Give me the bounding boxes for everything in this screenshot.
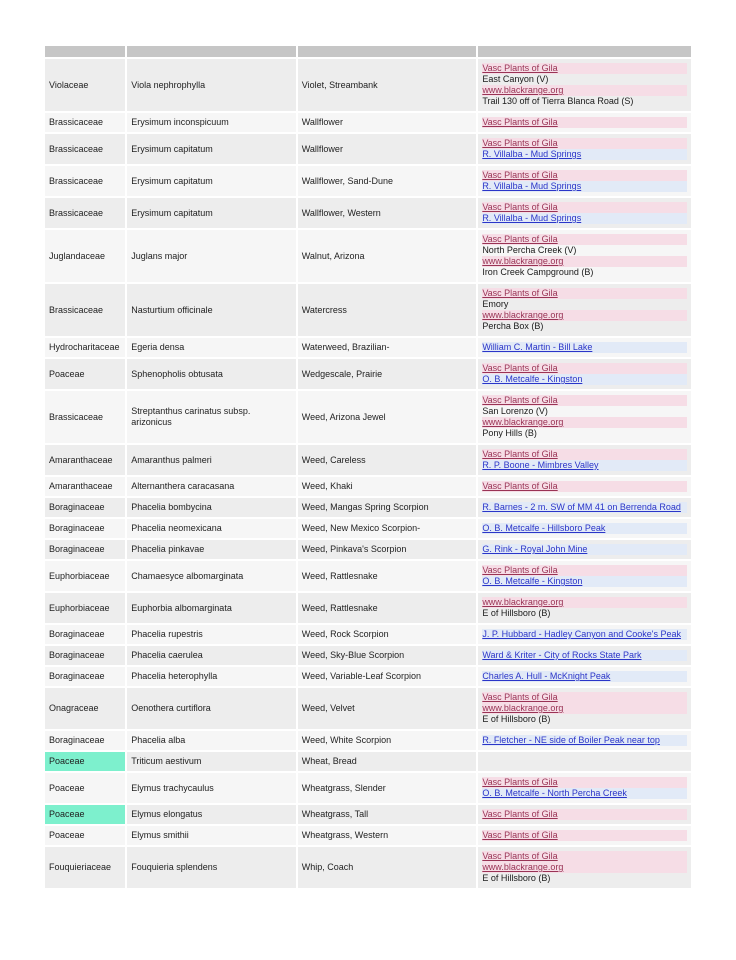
source-link[interactable]: Vasc Plants of Gila <box>482 63 687 74</box>
source-link[interactable]: Vasc Plants of Gila <box>482 170 687 181</box>
table-row <box>45 561 691 591</box>
common-name-cell: Wallflower, Western <box>298 198 477 228</box>
scientific-name-cell: Phacelia alba <box>127 731 296 750</box>
source-link[interactable]: Vasc Plants of Gila <box>482 851 687 862</box>
source-link[interactable]: R. Villalba - Mud Springs <box>482 149 687 160</box>
sources-cell <box>478 646 691 665</box>
common-name-cell: Whip, Coach <box>298 847 477 888</box>
common-name-cell: Weed, Sky-Blue Scorpion <box>298 646 477 665</box>
table-row <box>45 688 691 729</box>
table-row <box>45 646 691 665</box>
scientific-name-cell: Triticum aestivum <box>127 752 296 771</box>
scientific-name-cell: Phacelia heterophylla <box>127 667 296 686</box>
table-row <box>45 667 691 686</box>
scientific-name-cell: Egeria densa <box>127 338 296 357</box>
scientific-name-cell: Erysimum capitatum <box>127 198 296 228</box>
common-name-cell: Weed, Velvet <box>298 688 477 729</box>
table-row <box>45 391 691 443</box>
family-cell: Boraginaceae <box>45 731 125 750</box>
family-cell: Boraginaceae <box>45 498 125 517</box>
source-link[interactable]: Vasc Plants of Gila <box>482 449 687 460</box>
source-link[interactable]: R. P. Boone - Mimbres Valley <box>482 460 687 471</box>
sources-cell <box>478 847 691 888</box>
common-name-cell: Weed, Khaki <box>298 477 477 496</box>
source-link[interactable]: R. Barnes - 2 m. SW of MM 41 on Berrenda Road <box>482 502 687 513</box>
family-cell: Brassicaceae <box>45 113 125 132</box>
family-cell: Boraginaceae <box>45 667 125 686</box>
common-name-cell: Weed, Rock Scorpion <box>298 625 477 644</box>
scientific-name-cell: Phacelia rupestris <box>127 625 296 644</box>
source-link[interactable]: Vasc Plants of Gila <box>482 565 687 576</box>
scientific-name-cell: Viola nephrophylla <box>127 59 296 111</box>
sources-cell <box>478 477 691 496</box>
source-link[interactable]: O. B. Metcalfe - Kingston <box>482 576 687 587</box>
plant-table-body <box>45 59 691 888</box>
scientific-name-cell: Phacelia caerulea <box>127 646 296 665</box>
scientific-name-cell: Alternanthera caracasana <box>127 477 296 496</box>
source-link[interactable]: Vasc Plants of Gila <box>482 692 687 703</box>
sources-cell <box>478 561 691 591</box>
source-link[interactable]: Vasc Plants of Gila <box>482 202 687 213</box>
common-name-cell: Wedgescale, Prairie <box>298 359 477 389</box>
source-link[interactable]: R. Villalba - Mud Springs <box>482 213 687 224</box>
family-cell: Boraginaceae <box>45 625 125 644</box>
family-cell: Boraginaceae <box>45 519 125 538</box>
table-row <box>45 113 691 132</box>
scientific-name-cell: Erysimum inconspicuum <box>127 113 296 132</box>
source-link[interactable]: www.blackrange.org <box>482 417 687 428</box>
family-cell: Onagraceae <box>45 688 125 729</box>
table-row <box>45 593 691 623</box>
common-name-cell: Wheatgrass, Tall <box>298 805 477 824</box>
source-link[interactable]: O. B. Metcalfe - Kingston <box>482 374 687 385</box>
family-cell: Euphorbiaceae <box>45 561 125 591</box>
table-row <box>45 166 691 196</box>
common-name-cell: Weed, New Mexico Scorpion- <box>298 519 477 538</box>
source-link[interactable]: Vasc Plants of Gila <box>482 777 687 788</box>
common-name-cell: Waterweed, Brazilian- <box>298 338 477 357</box>
source-link[interactable]: Vasc Plants of Gila <box>482 234 687 245</box>
scientific-name-cell: Sphenopholis obtusata <box>127 359 296 389</box>
sources-cell <box>478 498 691 517</box>
header-cell-family <box>45 46 125 57</box>
locality-text: East Canyon (V) <box>482 74 549 84</box>
scientific-name-cell: Oenothera curtiflora <box>127 688 296 729</box>
locality-text: Trail 130 off of Tierra Blanca Road (S) <box>482 96 634 106</box>
locality-text: Pony Hills (B) <box>482 428 537 438</box>
family-cell: Juglandaceae <box>45 230 125 282</box>
sources-cell <box>478 391 691 443</box>
common-name-cell: Walnut, Arizona <box>298 230 477 282</box>
source-link[interactable]: Vasc Plants of Gila <box>482 395 687 406</box>
header-cell-common <box>298 46 477 57</box>
header-row <box>45 46 691 57</box>
scientific-name-cell: Juglans major <box>127 230 296 282</box>
locality-text: Percha Box (B) <box>482 321 544 331</box>
locality-text: Iron Creek Campground (B) <box>482 267 594 277</box>
source-link[interactable]: O. B. Metcalfe - Hillsboro Peak <box>482 523 687 534</box>
scientific-name-cell: Elymus smithii <box>127 826 296 845</box>
family-cell: Amaranthaceae <box>45 445 125 475</box>
sources-cell <box>478 625 691 644</box>
scientific-name-cell: Amaranthus palmeri <box>127 445 296 475</box>
family-cell: Poaceae <box>45 805 125 824</box>
table-row <box>45 359 691 389</box>
sources-cell <box>478 773 691 803</box>
family-cell: Boraginaceae <box>45 646 125 665</box>
table-row <box>45 826 691 845</box>
scientific-name-cell: Fouquieria splendens <box>127 847 296 888</box>
sources-cell <box>478 359 691 389</box>
common-name-cell: Violet, Streambank <box>298 59 477 111</box>
common-name-cell: Wheat, Bread <box>298 752 477 771</box>
source-link[interactable]: Vasc Plants of Gila <box>482 481 687 492</box>
source-link[interactable]: Vasc Plants of Gila <box>482 363 687 374</box>
table-row <box>45 284 691 336</box>
source-link[interactable]: William C. Martin - Bill Lake <box>482 342 687 353</box>
table-row <box>45 477 691 496</box>
source-link[interactable]: www.blackrange.org <box>482 310 687 321</box>
scientific-name-cell: Elymus elongatus <box>127 805 296 824</box>
sources-cell <box>478 540 691 559</box>
family-cell: Brassicaceae <box>45 391 125 443</box>
scientific-name-cell: Streptanthus carinatus subsp. arizonicus <box>127 391 296 443</box>
table-row <box>45 847 691 888</box>
plant-list-table-container <box>43 44 693 890</box>
locality-text: E of Hillsboro (B) <box>482 714 551 724</box>
family-cell: Brassicaceae <box>45 198 125 228</box>
locality-text: E of Hillsboro (B) <box>482 873 551 883</box>
source-link[interactable]: G. Rink - Royal John Mine <box>482 544 687 555</box>
table-row <box>45 59 691 111</box>
family-cell: Euphorbiaceae <box>45 593 125 623</box>
scientific-name-cell: Euphorbia albomarginata <box>127 593 296 623</box>
sources-cell <box>478 805 691 824</box>
family-cell: Amaranthaceae <box>45 477 125 496</box>
table-row <box>45 773 691 803</box>
sources-cell <box>478 445 691 475</box>
scientific-name-cell: Erysimum capitatum <box>127 166 296 196</box>
common-name-cell: Weed, Pinkava's Scorpion <box>298 540 477 559</box>
locality-text: Emory <box>482 299 509 309</box>
common-name-cell: Weed, White Scorpion <box>298 731 477 750</box>
table-header-band <box>45 46 691 57</box>
scientific-name-cell: Phacelia pinkavae <box>127 540 296 559</box>
family-cell: Poaceae <box>45 359 125 389</box>
table-row <box>45 498 691 517</box>
common-name-cell: Weed, Careless <box>298 445 477 475</box>
sources-cell <box>478 59 691 111</box>
sources-cell <box>478 731 691 750</box>
header-cell-sources <box>478 46 691 57</box>
source-link[interactable]: www.blackrange.org <box>482 862 687 873</box>
family-cell: Brassicaceae <box>45 166 125 196</box>
table-row <box>45 805 691 824</box>
table-row <box>45 540 691 559</box>
table-row <box>45 230 691 282</box>
source-link[interactable]: Vasc Plants of Gila <box>482 809 687 820</box>
common-name-cell: Weed, Rattlesnake <box>298 561 477 591</box>
table-row <box>45 731 691 750</box>
sources-cell <box>478 134 691 164</box>
source-link[interactable]: www.blackrange.org <box>482 85 687 96</box>
family-cell: Violaceae <box>45 59 125 111</box>
sources-cell <box>478 338 691 357</box>
common-name-cell: Weed, Variable-Leaf Scorpion <box>298 667 477 686</box>
sources-cell <box>478 593 691 623</box>
source-link[interactable]: O. B. Metcalfe - North Percha Creek <box>482 788 687 799</box>
common-name-cell: Wallflower <box>298 113 477 132</box>
sources-cell <box>478 284 691 336</box>
sources-cell <box>478 113 691 132</box>
sources-cell <box>478 166 691 196</box>
common-name-cell: Wallflower <box>298 134 477 164</box>
sources-cell <box>478 688 691 729</box>
scientific-name-cell: Nasturtium officinale <box>127 284 296 336</box>
table-row <box>45 519 691 538</box>
sources-cell <box>478 519 691 538</box>
common-name-cell: Weed, Rattlesnake <box>298 593 477 623</box>
source-link[interactable]: Vasc Plants of Gila <box>482 288 687 299</box>
table-row <box>45 445 691 475</box>
source-link[interactable]: Ward & Kriter - City of Rocks State Park <box>482 650 687 661</box>
family-cell: Brassicaceae <box>45 284 125 336</box>
table-row <box>45 134 691 164</box>
locality-text: North Percha Creek (V) <box>482 245 577 255</box>
scientific-name-cell: Chamaesyce albomarginata <box>127 561 296 591</box>
source-link[interactable]: www.blackrange.org <box>482 703 687 714</box>
source-link[interactable]: Charles A. Hull - McKnight Peak <box>482 671 687 682</box>
table-row <box>45 198 691 228</box>
table-row <box>45 338 691 357</box>
locality-text: San Lorenzo (V) <box>482 406 548 416</box>
family-cell: Boraginaceae <box>45 540 125 559</box>
source-link[interactable]: www.blackrange.org <box>482 597 687 608</box>
common-name-cell: Watercress <box>298 284 477 336</box>
source-link[interactable]: R. Villalba - Mud Springs <box>482 181 687 192</box>
family-cell: Poaceae <box>45 773 125 803</box>
source-link[interactable]: R. Fletcher - NE side of Boiler Peak near top <box>482 735 687 746</box>
common-name-cell: Weed, Mangas Spring Scorpion <box>298 498 477 517</box>
family-cell: Poaceae <box>45 826 125 845</box>
scientific-name-cell: Elymus trachycaulus <box>127 773 296 803</box>
locality-text: E of Hillsboro (B) <box>482 608 551 618</box>
sources-cell <box>478 752 691 771</box>
family-cell: Brassicaceae <box>45 134 125 164</box>
common-name-cell: Wheatgrass, Western <box>298 826 477 845</box>
family-cell: Poaceae <box>45 752 125 771</box>
sources-cell <box>478 198 691 228</box>
sources-cell <box>478 230 691 282</box>
sources-cell <box>478 667 691 686</box>
header-cell-scientific <box>127 46 296 57</box>
source-link[interactable]: Vasc Plants of Gila <box>482 117 687 128</box>
common-name-cell: Wheatgrass, Slender <box>298 773 477 803</box>
common-name-cell: Weed, Arizona Jewel <box>298 391 477 443</box>
source-link[interactable]: www.blackrange.org <box>482 256 687 267</box>
scientific-name-cell: Phacelia bombycina <box>127 498 296 517</box>
scientific-name-cell: Erysimum capitatum <box>127 134 296 164</box>
table-row <box>45 752 691 771</box>
scientific-name-cell: Phacelia neomexicana <box>127 519 296 538</box>
source-link[interactable]: Vasc Plants of Gila <box>482 830 687 841</box>
source-link[interactable]: Vasc Plants of Gila <box>482 138 687 149</box>
common-name-cell: Wallflower, Sand-Dune <box>298 166 477 196</box>
family-cell: Fouquieriaceae <box>45 847 125 888</box>
plant-list-table <box>43 44 693 890</box>
source-link[interactable]: J. P. Hubbard - Hadley Canyon and Cooke's Peak <box>482 629 687 640</box>
table-row <box>45 625 691 644</box>
sources-cell <box>478 826 691 845</box>
family-cell: Hydrocharitaceae <box>45 338 125 357</box>
